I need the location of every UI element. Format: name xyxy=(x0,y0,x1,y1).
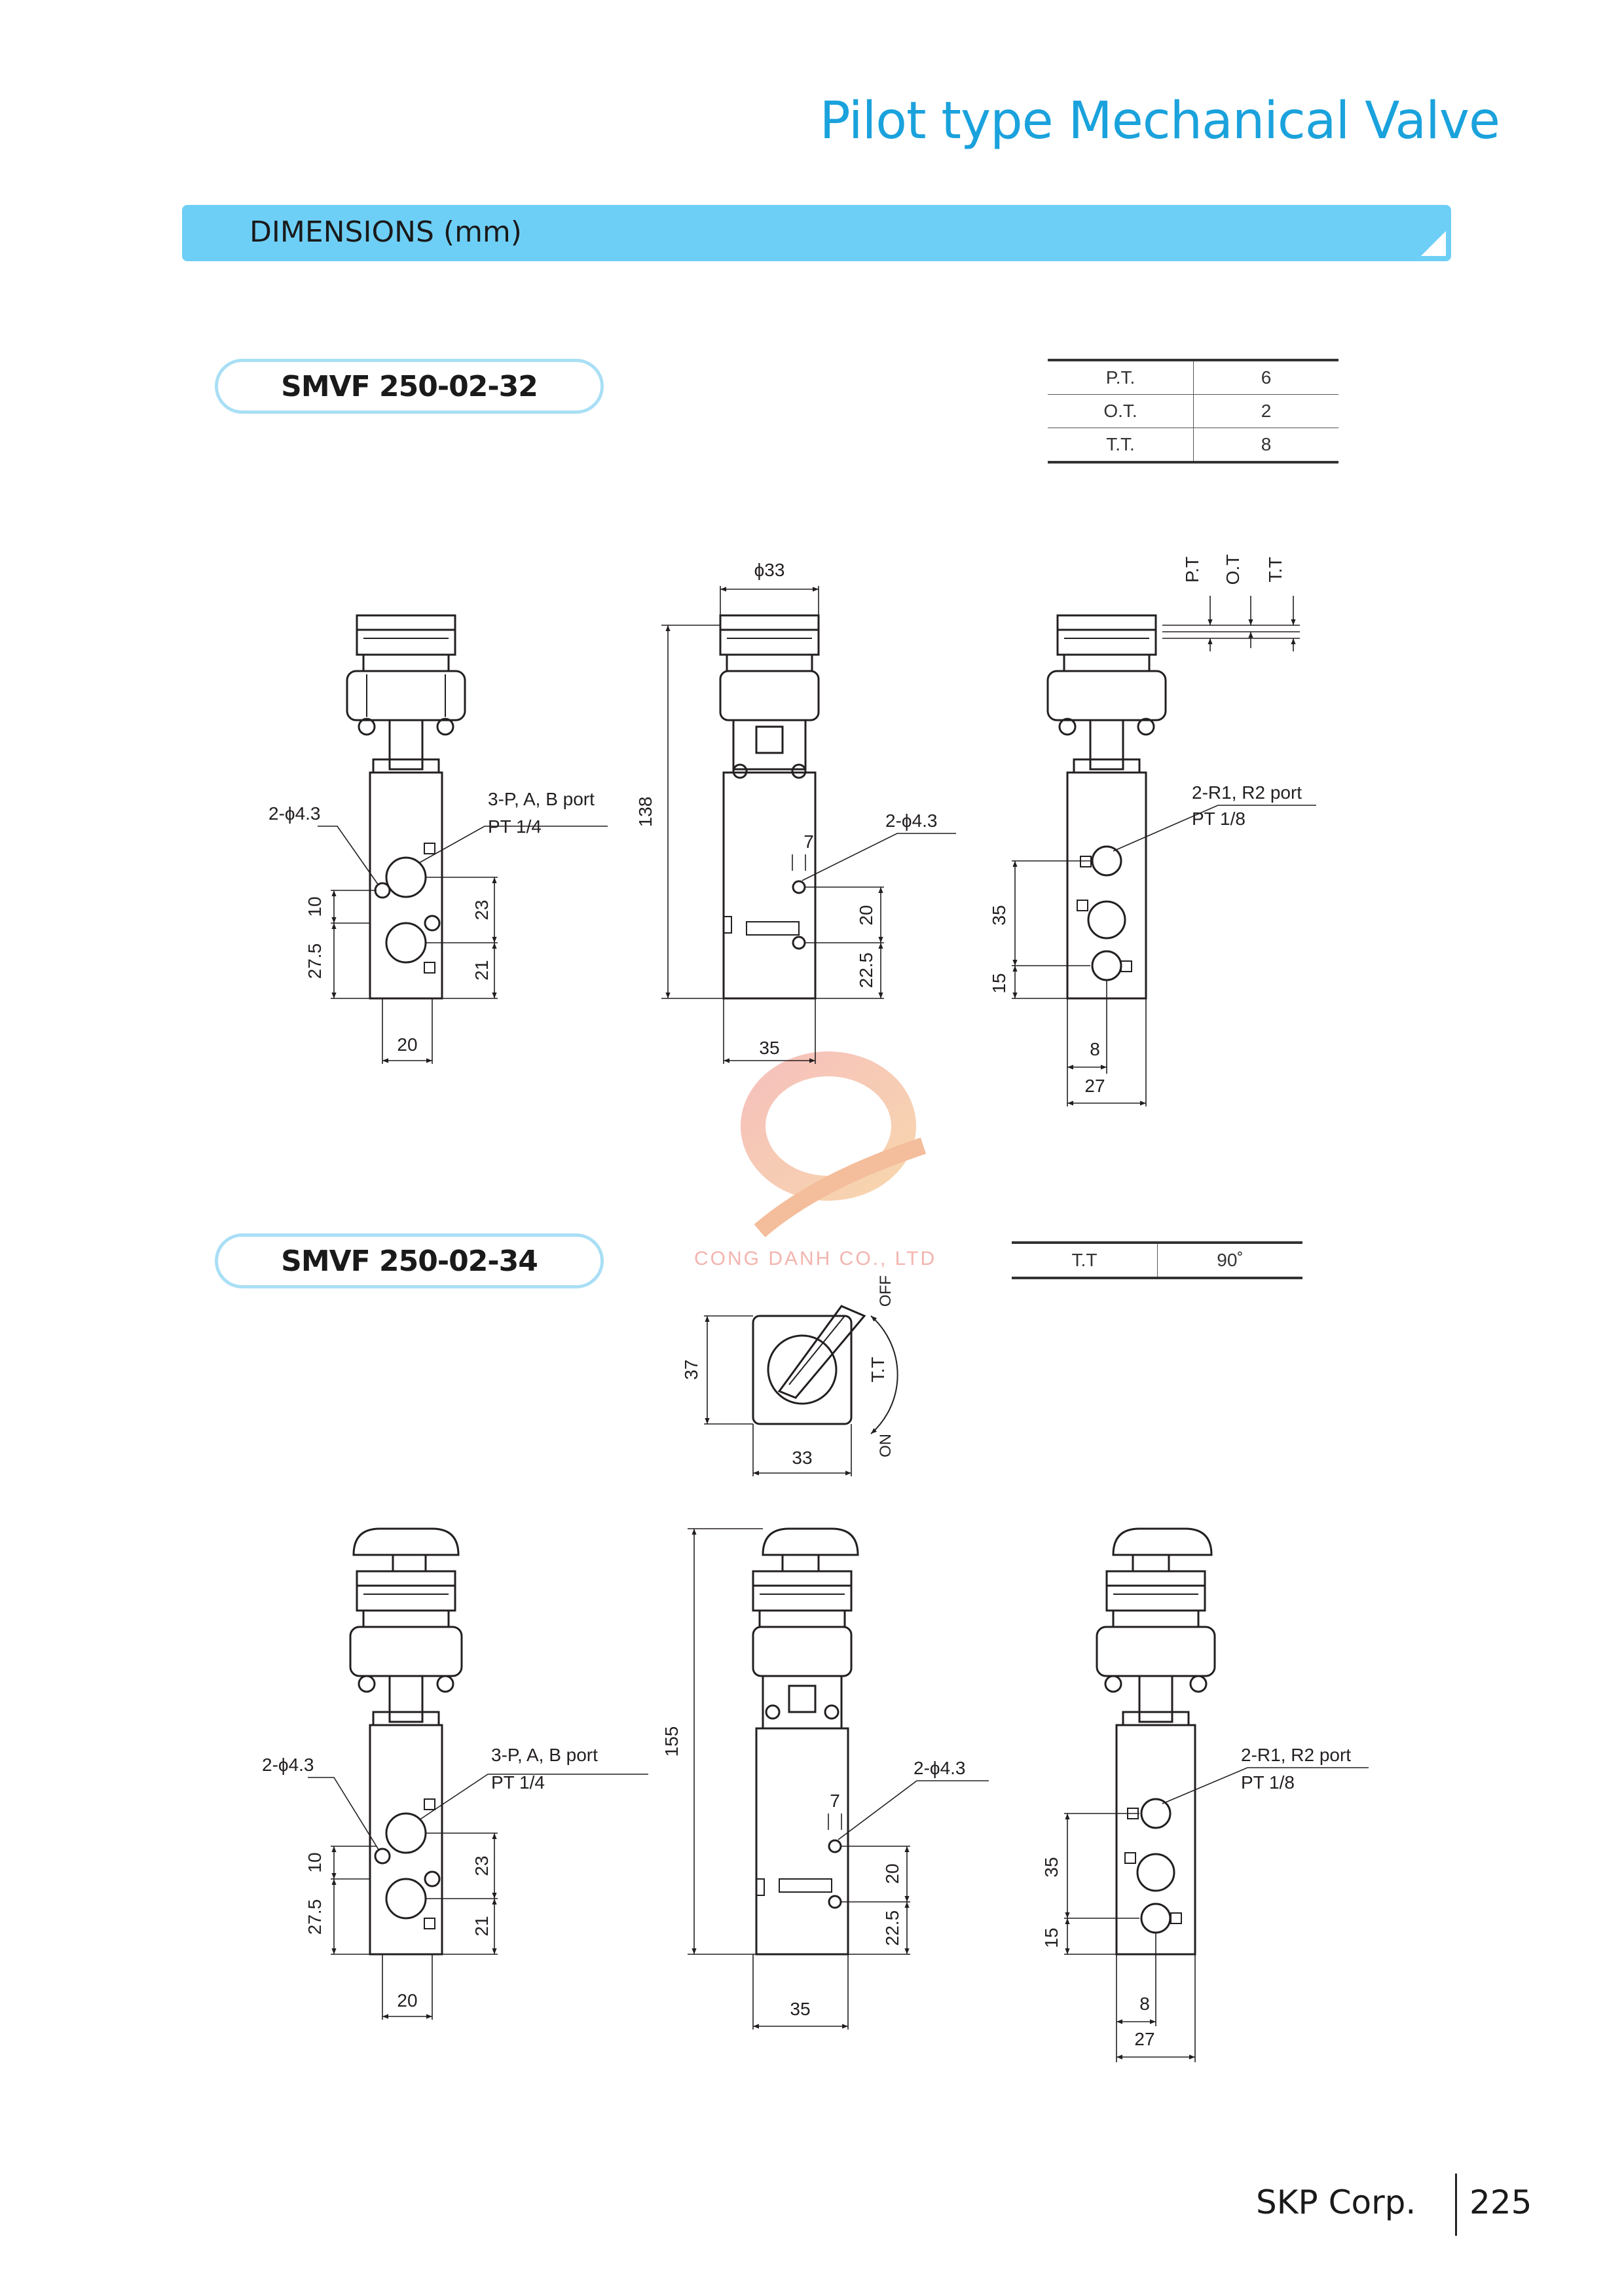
model-b-top-dims xyxy=(704,1316,851,1476)
model-b-rear-dim-15: 15 xyxy=(1041,1927,1061,1948)
model-b-top-on: ON xyxy=(877,1434,895,1457)
model-b-top-off: OFF xyxy=(877,1275,895,1307)
model-a-side-dim-22-5: 22.5 xyxy=(856,952,876,989)
model-b-side-height: 155 xyxy=(661,1726,682,1757)
model-a-front-dim-21: 21 xyxy=(471,960,492,981)
model-a-rear-dim-8: 8 xyxy=(1090,1039,1100,1059)
model-b-front-dims xyxy=(308,1774,648,2020)
model-b-rear-view xyxy=(1097,1529,1215,1954)
param-cell: T.T. xyxy=(1048,428,1194,463)
model-a-rear-view xyxy=(1048,615,1166,998)
model-b-side-view xyxy=(753,1529,858,1954)
page-number: 225 xyxy=(1469,2183,1532,2221)
param-cell: T.T xyxy=(1012,1243,1158,1278)
model-b-front-dim-21: 21 xyxy=(471,1916,492,1937)
model-a-side-view xyxy=(720,615,819,998)
model-b-front-dim-10: 10 xyxy=(304,1852,325,1873)
model-b-rear-dim-27: 27 xyxy=(1134,2029,1155,2049)
model-a-side-dim-35: 35 xyxy=(759,1038,780,1058)
model-b-side-dim-35: 35 xyxy=(790,1999,811,2019)
model-b-side-hole-note: 2-ϕ4.3 xyxy=(913,1758,966,1778)
value-cell: 6 xyxy=(1194,360,1339,395)
model-a-rear-dims xyxy=(1012,596,1316,1106)
model-a-front-port-note-1: 3-P, A, B port xyxy=(488,789,595,809)
footer-divider xyxy=(1455,2174,1457,2236)
model-b-rear-dim-35: 35 xyxy=(1041,1857,1061,1878)
value-cell: 90˚ xyxy=(1158,1243,1303,1278)
model-b-top-dim-33: 33 xyxy=(792,1448,813,1468)
model-a-front-view xyxy=(347,615,465,998)
model-b-top-tt: T.T xyxy=(868,1357,888,1383)
model-a-side-dia: ϕ33 xyxy=(754,560,785,580)
model-a-side-dim-20: 20 xyxy=(856,905,876,926)
model-a-front-dim-10: 10 xyxy=(304,896,325,917)
section-title: DIMENSIONS (mm) xyxy=(249,215,522,249)
footer-company: SKP Corp. xyxy=(1256,2183,1416,2221)
model-b-label: SMVF 250-02-34 xyxy=(215,1233,604,1288)
model-a-front-hole-note: 2-ϕ4.3 xyxy=(268,803,321,824)
company-watermark-logo xyxy=(694,1064,936,1269)
page-title: Pilot type Mechanical Valve xyxy=(819,92,1500,151)
value-cell: 2 xyxy=(1194,395,1339,428)
value-cell: 8 xyxy=(1194,428,1339,463)
model-a-side-dim-7: 7 xyxy=(803,831,814,852)
model-a-rear-dim-27: 27 xyxy=(1084,1076,1105,1096)
model-a-front-dim-23: 23 xyxy=(471,900,492,920)
model-a-front-dim-20: 20 xyxy=(397,1034,418,1055)
model-b-rear-port-note-2: PT 1/8 xyxy=(1241,1772,1295,1793)
watermark-text: CONG DANH CO., LTD xyxy=(694,1248,937,1269)
model-b-top-dim-37: 37 xyxy=(681,1359,701,1380)
model-a-front-dim-27-5: 27.5 xyxy=(304,943,325,979)
model-b-front-hole-note: 2-ϕ4.3 xyxy=(262,1755,314,1775)
model-b-front-port-note-1: 3-P, A, B port xyxy=(491,1745,598,1765)
model-a-stroke-label-pt: P.T xyxy=(1182,556,1202,583)
model-b-side-dim-22-5: 22.5 xyxy=(882,1910,902,1946)
model-b-front-dim-27-5: 27.5 xyxy=(304,1899,325,1935)
param-cell: P.T. xyxy=(1048,360,1194,395)
model-b-front-dim-23: 23 xyxy=(471,1855,492,1876)
model-a-label: SMVF 250-02-32 xyxy=(215,359,604,414)
model-a-stroke-label-ot: O.T xyxy=(1223,554,1243,585)
model-b-side-dim-7: 7 xyxy=(830,1791,840,1811)
model-a-rear-dim-35: 35 xyxy=(989,905,1009,926)
model-a-side-hole-note: 2-ϕ4.3 xyxy=(885,811,938,831)
model-b-rear-dim-8: 8 xyxy=(1139,1994,1150,2014)
param-cell: O.T. xyxy=(1048,395,1194,428)
model-b-rear-port-note-1: 2-R1, R2 port xyxy=(1241,1745,1352,1765)
model-b-front-view xyxy=(350,1529,462,1954)
model-b-rear-dims xyxy=(1064,1768,1369,2062)
model-b-front-port-note-2: PT 1/4 xyxy=(491,1772,545,1793)
model-a-stroke-label-tt: T.T xyxy=(1265,556,1285,583)
model-a-rear-port-note-1: 2-R1, R2 port xyxy=(1192,782,1302,803)
model-a-rear-dim-15: 15 xyxy=(989,973,1009,994)
model-a-front-port-note-2: PT 1/4 xyxy=(488,816,542,837)
model-a-rear-port-note-2: PT 1/8 xyxy=(1192,809,1246,829)
model-a-front-dims xyxy=(318,826,608,1064)
model-a-side-height: 138 xyxy=(635,796,655,828)
model-b-side-dim-20: 20 xyxy=(882,1863,902,1884)
model-b-front-dim-20: 20 xyxy=(397,1990,418,2011)
